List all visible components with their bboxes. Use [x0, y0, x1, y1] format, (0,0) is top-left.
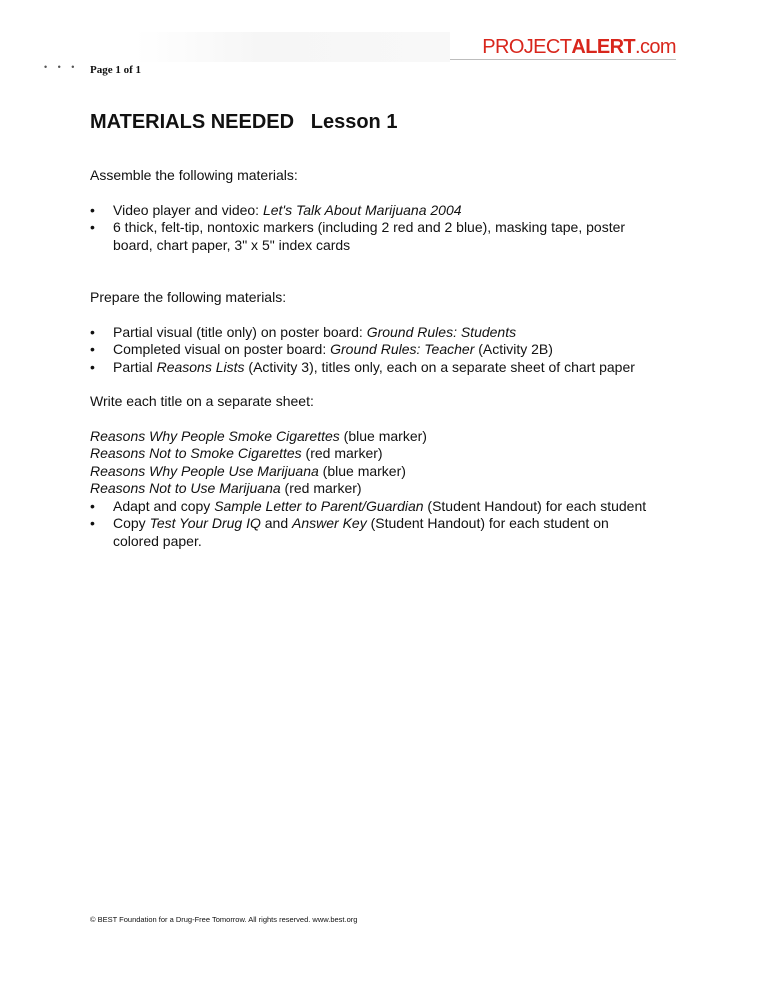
list-item: • Copy Test Your Drug IQ and Answer Key (Student Handout) for each student on colored paper. [90, 515, 650, 550]
logo-bold: ALERT [571, 36, 636, 58]
logo-prefix: PROJECT [482, 36, 572, 58]
title-line: Reasons Not to Use Marijuana (red marker) [90, 480, 362, 496]
write-heading: Write each title on a separate sheet: [90, 393, 314, 409]
projectalert-logo[interactable] [482, 36, 676, 59]
handout-list [90, 498, 650, 551]
title-line: Reasons Not to Smoke Cigarettes (red marker) [90, 445, 383, 461]
document-body [90, 167, 650, 550]
page-number-label: Page 1 of 1 [90, 64, 142, 76]
list-item: • Adapt and copy Sample Letter to Parent/Guardian (Student Handout) for each student [90, 498, 650, 516]
copyright-footer: © BEST Foundation for a Drug-Free Tomorrow. All rights reserved. www.best.org [90, 915, 358, 924]
header-band [135, 32, 450, 62]
logo-suffix: .com [635, 36, 676, 58]
page-dots: • • • [44, 62, 79, 72]
title-line: Reasons Why People Use Marijuana (blue marker) [90, 462, 406, 479]
assemble-heading: Assemble the following materials: [90, 167, 298, 183]
prepare-list [90, 324, 650, 377]
prepare-heading: Prepare the following materials: [90, 289, 287, 305]
list-item: • Completed visual on poster board: Ground Rules: Teacher (Activity 2B) [90, 341, 650, 359]
list-item: • 6 thick, felt-tip, nontoxic markers (including 2 red and 2 blue), masking tape, poster board, chart paper, 3" x 5" index cards [90, 219, 650, 254]
list-item: • Partial Reasons Lists (Activity 3), titles only, each on a separate sheet of chart paper [90, 359, 650, 377]
assemble-list [90, 202, 650, 255]
list-item: • Video player and video: Let's Talk About Marijuana 2004 [90, 202, 650, 220]
list-item: • Partial visual (title only) on poster board: Ground Rules: Students [90, 324, 650, 342]
title-list [90, 428, 650, 498]
title-line: Reasons Why People Smoke Cigarettes (blue marker) [90, 427, 427, 444]
page-title: MATERIALS NEEDED Lesson 1 [90, 111, 398, 133]
logo-divider [450, 59, 676, 60]
